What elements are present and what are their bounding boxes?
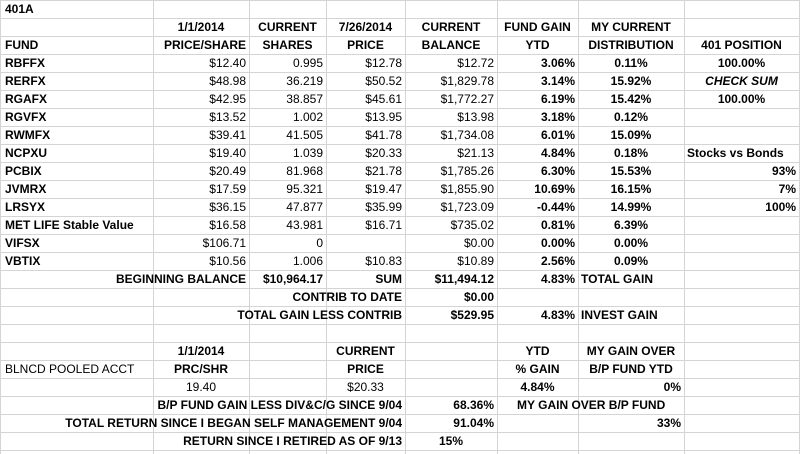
start-price[interactable]: $106.71 xyxy=(202,236,246,250)
distribution-value[interactable]: 14.99% xyxy=(610,200,652,214)
bonds-pct[interactable]: 7% xyxy=(778,182,796,196)
invest-gain-pct[interactable]: 4.83% xyxy=(540,308,575,322)
fund-name[interactable]: RBFFX xyxy=(5,56,45,70)
bp-gain-label[interactable]: B/P FUND GAIN LESS DIV&C/G SINCE 9/04 xyxy=(157,398,402,412)
header-price-share[interactable]: PRICE/SHARE xyxy=(163,38,246,52)
fund-gain-ytd[interactable]: 6.30% xyxy=(540,164,575,178)
start-price[interactable]: $17.59 xyxy=(209,182,246,196)
stocks-pct[interactable]: 93% xyxy=(771,164,796,178)
shares-value[interactable]: 1.002 xyxy=(292,110,323,124)
current-price[interactable]: $50.52 xyxy=(365,74,402,88)
shares-value[interactable]: 47.877 xyxy=(286,200,323,214)
start-price[interactable]: $36.15 xyxy=(209,200,246,214)
current-price[interactable]: $19.47 xyxy=(365,182,402,196)
fund-name[interactable]: RGAFX xyxy=(5,92,47,106)
position-value[interactable]: 100.00% xyxy=(717,56,766,70)
gain-less-contrib-label[interactable]: TOTAL GAIN LESS CONTRIB xyxy=(237,308,402,322)
current-balance[interactable]: $1,785.26 xyxy=(440,164,494,178)
shares-value[interactable]: 0 xyxy=(316,236,323,250)
pooled-current[interactable]: CURRENT xyxy=(336,344,395,358)
current-price[interactable]: $45.61 xyxy=(365,92,402,106)
total-pct[interactable]: 100% xyxy=(765,200,796,214)
grid-column-line xyxy=(799,0,800,454)
fund-name[interactable]: VBTIX xyxy=(5,254,41,268)
pooled-ytd[interactable]: YTD xyxy=(525,344,550,358)
start-price[interactable]: $20.49 xyxy=(209,164,246,178)
fund-name[interactable]: LRSYX xyxy=(5,200,46,214)
header-balance[interactable]: BALANCE xyxy=(421,38,481,52)
pooled-bp-fund-ytd[interactable]: B/P FUND YTD xyxy=(589,362,673,376)
current-balance[interactable]: $1,723.09 xyxy=(440,200,494,214)
fund-name[interactable]: RWMFX xyxy=(5,128,51,142)
current-balance[interactable]: $735.02 xyxy=(450,218,494,232)
fund-gain-ytd[interactable]: 6.19% xyxy=(540,92,575,106)
fund-name[interactable]: RGVFX xyxy=(5,110,47,124)
header-distribution[interactable]: DISTRIBUTION xyxy=(588,38,674,52)
pooled-date[interactable]: 1/1/2014 xyxy=(177,344,225,358)
start-price[interactable]: $16.58 xyxy=(209,218,246,232)
shares-value[interactable]: 1.039 xyxy=(292,146,323,160)
header-current-price[interactable]: PRICE xyxy=(347,38,384,52)
fund-gain-ytd[interactable]: 2.56% xyxy=(540,254,575,268)
bp-gain-value[interactable]: 68.36% xyxy=(453,398,494,412)
current-price[interactable]: $35.99 xyxy=(365,200,402,214)
current-balance[interactable]: $21.13 xyxy=(457,146,494,160)
check-sum-value[interactable]: 100.00% xyxy=(717,92,766,106)
fund-name[interactable]: MET LIFE Stable Value xyxy=(5,218,134,232)
distribution-value[interactable]: 15.53% xyxy=(610,164,652,178)
beginning-balance-label[interactable]: BEGINNING BALANCE xyxy=(115,272,246,286)
pooled-my-gain-value[interactable]: 0% xyxy=(663,380,681,394)
header-ytd[interactable]: YTD xyxy=(525,38,550,52)
start-price[interactable]: $48.98 xyxy=(209,74,246,88)
total-return-value[interactable]: 91.04% xyxy=(453,416,494,430)
start-price[interactable]: $10.56 xyxy=(209,254,246,268)
current-balance[interactable]: $12.72 xyxy=(457,56,494,70)
distribution-value[interactable]: 0.09% xyxy=(613,254,649,268)
fund-name[interactable]: VIFSX xyxy=(5,236,40,250)
distribution-value[interactable]: 0.11% xyxy=(614,56,648,70)
current-price[interactable]: $10.83 xyxy=(365,254,402,268)
distribution-value[interactable]: 6.39% xyxy=(613,218,649,232)
pooled-gain-value[interactable]: 4.84% xyxy=(520,380,555,394)
retired-label[interactable]: RETURN SINCE I RETIRED AS OF 9/13 xyxy=(183,434,402,448)
pooled-prc-value[interactable]: 19.40 xyxy=(185,380,217,394)
fund-gain-ytd[interactable]: -0.44% xyxy=(536,200,575,214)
fund-gain-ytd[interactable]: 0.81% xyxy=(540,218,575,232)
header-current-balance-top[interactable]: CURRENT xyxy=(421,20,481,34)
contrib-label[interactable]: CONTRIB TO DATE xyxy=(292,290,402,304)
shares-value[interactable]: 43.981 xyxy=(286,218,323,232)
fund-gain-ytd[interactable]: 4.84% xyxy=(540,146,575,160)
header-401-position[interactable]: 401 POSITION xyxy=(701,38,782,52)
current-balance[interactable]: $1,772.27 xyxy=(440,92,494,106)
fund-gain-ytd[interactable]: 3.14% xyxy=(540,74,575,88)
fund-gain-ytd[interactable]: 6.01% xyxy=(540,128,575,142)
shares-value[interactable]: 95.321 xyxy=(286,182,323,196)
start-price[interactable]: $39.41 xyxy=(209,128,246,142)
fund-gain-ytd[interactable]: 3.18% xyxy=(540,110,575,124)
pooled-acct-label[interactable]: BLNCD POOLED ACCT xyxy=(5,362,135,376)
total-gain-label[interactable]: TOTAL GAIN xyxy=(581,272,653,286)
current-price[interactable]: $13.95 xyxy=(365,110,402,124)
header-date-start[interactable]: 1/1/2014 xyxy=(177,20,225,34)
pooled-prc-shr[interactable]: PRC/SHR xyxy=(173,362,228,376)
stocks-vs-bonds-label[interactable]: Stocks vs Bonds xyxy=(687,146,784,160)
current-balance[interactable]: $1,829.78 xyxy=(440,74,494,88)
shares-value[interactable]: 38.857 xyxy=(286,92,323,106)
current-price[interactable]: $41.78 xyxy=(365,128,402,142)
shares-value[interactable]: 81.968 xyxy=(286,164,323,178)
distribution-value[interactable]: 15.92% xyxy=(610,74,652,88)
my-gain-bp-value[interactable]: 33% xyxy=(656,416,681,430)
distribution-value[interactable]: 16.15% xyxy=(610,182,652,196)
header-fund-gain-top[interactable]: FUND GAIN xyxy=(504,20,571,34)
header-date-current[interactable]: 7/26/2014 xyxy=(338,20,393,34)
check-sum-label[interactable]: CHECK SUM xyxy=(705,74,778,88)
gain-less-contrib-value[interactable]: $529.95 xyxy=(450,308,494,322)
current-balance[interactable]: $10.89 xyxy=(457,254,494,268)
retired-value[interactable]: 15% xyxy=(438,434,464,448)
sheet-title[interactable]: 401A xyxy=(5,2,34,16)
pooled-price-value[interactable]: $20.33 xyxy=(347,380,384,394)
start-price[interactable]: $12.40 xyxy=(209,56,246,70)
distribution-value[interactable]: 15.42% xyxy=(610,92,652,106)
contrib-value[interactable]: $0.00 xyxy=(463,290,494,304)
fund-gain-ytd[interactable]: 0.00% xyxy=(540,236,575,250)
header-shares[interactable]: SHARES xyxy=(262,38,313,52)
distribution-value[interactable]: 0.18% xyxy=(613,146,649,160)
current-price[interactable]: $20.33 xyxy=(365,146,402,160)
shares-value[interactable]: 36.219 xyxy=(286,74,323,88)
fund-name[interactable]: NCPXU xyxy=(5,146,48,160)
total-return-label[interactable]: TOTAL RETURN SINCE I BEGAN SELF MANAGEMENT 9/04 xyxy=(65,416,402,430)
fund-gain-ytd[interactable]: 3.06% xyxy=(540,56,575,70)
current-balance[interactable]: $0.00 xyxy=(463,236,494,250)
fund-name[interactable]: JVMRX xyxy=(5,182,47,196)
beginning-balance-value[interactable]: $10,964.17 xyxy=(262,272,323,286)
total-gain-pct[interactable]: 4.83% xyxy=(540,272,575,286)
header-current-shares-top[interactable]: CURRENT xyxy=(258,20,317,34)
fund-name[interactable]: RERFX xyxy=(5,74,46,88)
invest-gain-label[interactable]: INVEST GAIN xyxy=(581,308,658,322)
start-price[interactable]: $42.95 xyxy=(209,92,246,106)
pooled-pct-gain[interactable]: % GAIN xyxy=(515,362,560,376)
fund-gain-ytd[interactable]: 10.69% xyxy=(534,182,575,196)
current-balance[interactable]: $1,734.08 xyxy=(440,128,494,142)
current-price[interactable]: $12.78 xyxy=(365,56,402,70)
distribution-value[interactable]: 0.00% xyxy=(613,236,649,250)
fund-name[interactable]: PCBIX xyxy=(5,164,42,178)
current-price[interactable]: $16.71 xyxy=(365,218,402,232)
pooled-my-gain-over[interactable]: MY GAIN OVER xyxy=(586,344,676,358)
current-price[interactable] xyxy=(326,234,405,252)
sum-value[interactable]: $11,494.12 xyxy=(434,272,494,286)
distribution-value[interactable]: 0.12% xyxy=(613,110,649,124)
shares-value[interactable]: 1.006 xyxy=(292,254,323,268)
current-price[interactable]: $21.78 xyxy=(365,164,402,178)
distribution-value[interactable]: 15.09% xyxy=(610,128,652,142)
header-my-current-top[interactable]: MY CURRENT xyxy=(591,20,671,34)
start-price[interactable]: $13.52 xyxy=(209,110,246,124)
pooled-price[interactable]: PRICE xyxy=(347,362,384,376)
my-gain-bp-label[interactable]: MY GAIN OVER B/P FUND xyxy=(517,398,666,412)
current-balance[interactable]: $13.98 xyxy=(457,110,494,124)
start-price[interactable]: $19.40 xyxy=(209,146,246,160)
header-fund[interactable]: FUND xyxy=(5,38,39,52)
shares-value[interactable]: 0.995 xyxy=(292,56,323,70)
shares-value[interactable]: 41.505 xyxy=(286,128,323,142)
current-balance[interactable]: $1,855.90 xyxy=(440,182,494,196)
sum-label[interactable]: SUM xyxy=(375,272,402,286)
